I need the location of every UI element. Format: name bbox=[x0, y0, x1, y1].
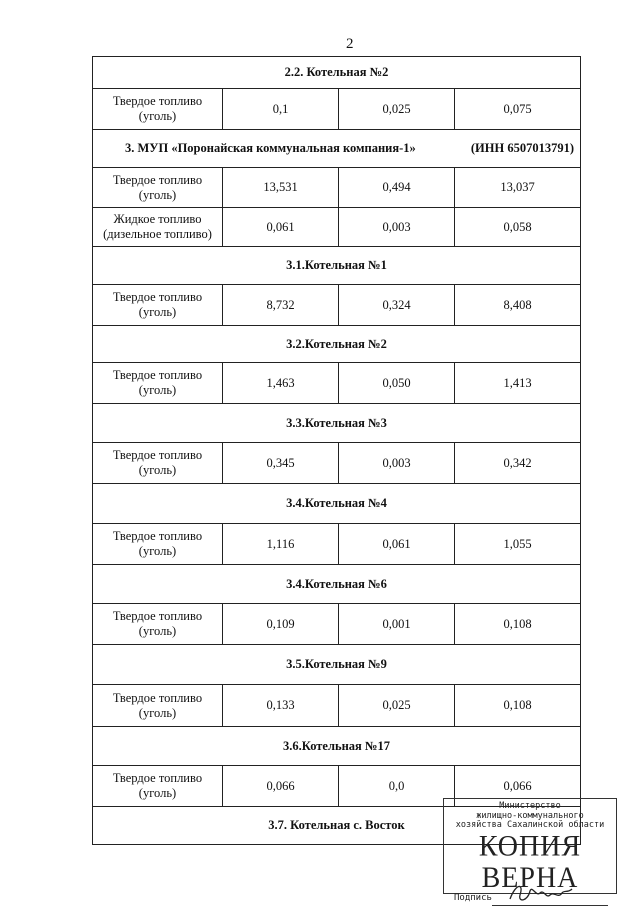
boiler-section-header bbox=[92, 645, 581, 685]
section-title: 3.2.Котельная №2 bbox=[286, 336, 387, 351]
table-row bbox=[92, 168, 581, 208]
section-title: 3.3.Котельная №3 bbox=[286, 415, 387, 430]
fuel-type-cell: Твердое топливо (уголь) bbox=[93, 604, 223, 644]
fuel-type-cell: Жидкое топливо (дизельное топливо) bbox=[93, 208, 223, 246]
value-cell-3: 0,066 bbox=[503, 778, 532, 793]
section-title: 3.4.Котельная №6 bbox=[286, 576, 387, 591]
value-cell-3: 0,108 bbox=[503, 698, 532, 712]
value-cell-2: 0,001 bbox=[339, 604, 455, 644]
value-cell-1: 0,133 bbox=[223, 685, 339, 726]
value-cell-3: 0,108 bbox=[503, 616, 532, 631]
boiler-section-header bbox=[92, 247, 581, 285]
fuel-type-cell: Твердое топливо (уголь) bbox=[93, 443, 223, 483]
value-cell-2: 0,003 bbox=[339, 208, 455, 246]
stamp-copy-verified: КОПИЯ ВЕРНА bbox=[478, 829, 582, 894]
value-cell-1: 13,531 bbox=[223, 168, 339, 207]
value-cell-2: 0,025 bbox=[339, 685, 455, 726]
value-cell-1: 0,109 bbox=[223, 604, 339, 644]
fuel-type-cell: Твердое топливо (уголь) bbox=[93, 363, 223, 403]
value-cell-3: 0,075 bbox=[503, 101, 532, 116]
handwritten-signature bbox=[506, 881, 576, 907]
fuel-type-cell: Твердое топливо (уголь) bbox=[93, 285, 223, 325]
organization-header bbox=[92, 130, 581, 168]
certified-copy-stamp bbox=[443, 798, 617, 903]
stamp-line-housing: жилищно-коммунального bbox=[476, 810, 584, 821]
value-cell-3: 8,408 bbox=[503, 297, 532, 312]
value-cell-2: 0,003 bbox=[339, 443, 455, 483]
section-title: 3. МУП «Поронайская коммунальная компания-1» bbox=[125, 141, 416, 155]
section-title: 3.6.Котельная №17 bbox=[283, 738, 390, 753]
value-cell-1: 0,066 bbox=[223, 766, 339, 806]
section-title: 3.5.Котельная №9 bbox=[286, 657, 387, 671]
boiler-section-header bbox=[92, 565, 581, 604]
boiler-section-header bbox=[92, 404, 581, 443]
value-cell-2: 0,494 bbox=[339, 168, 455, 207]
value-cell-1: 0,1 bbox=[223, 89, 339, 129]
organization-inn: (ИНН 6507013791) bbox=[470, 141, 574, 155]
section-title: 3.7. Котельная с. Восток bbox=[268, 818, 405, 832]
fuel-type-cell: Твердое топливо (уголь) bbox=[93, 168, 223, 207]
value-cell-3: 1,055 bbox=[503, 536, 532, 551]
table-row bbox=[92, 443, 581, 484]
value-cell-3: 0,342 bbox=[503, 455, 532, 470]
value-cell-3: 1,413 bbox=[503, 375, 532, 390]
fuel-type-cell: Твердое топливо (уголь) bbox=[93, 524, 223, 564]
stamp-signature-label: Подпись bbox=[454, 892, 492, 903]
stamp-line-region: хозяйства Сахалинской области bbox=[455, 820, 605, 830]
section-title: 3.4.Котельная №4 bbox=[286, 496, 387, 510]
section-title: 2.2. Котельная №2 bbox=[284, 65, 389, 79]
table-row bbox=[92, 685, 581, 727]
value-cell-1: 8,732 bbox=[223, 285, 339, 325]
value-cell-2: 0,324 bbox=[339, 285, 455, 325]
value-cell-1: 0,345 bbox=[223, 443, 339, 483]
page-number: 2 bbox=[346, 36, 354, 52]
stamp-signature-row bbox=[444, 893, 616, 903]
table-row bbox=[92, 89, 581, 130]
fuel-type-cell: Твердое топливо (уголь) bbox=[93, 89, 223, 129]
boiler-section-header bbox=[92, 484, 581, 524]
section-title: 3.1.Котельная №1 bbox=[286, 258, 387, 272]
boiler-section-header bbox=[92, 727, 581, 766]
stamp-line-ministry: Министерство bbox=[499, 801, 561, 811]
fuel-table bbox=[92, 56, 581, 845]
value-cell-1: 1,116 bbox=[223, 524, 339, 564]
boiler-section-header bbox=[92, 56, 581, 89]
fuel-type-cell: Твердое топливо (уголь) bbox=[93, 685, 223, 726]
table-row bbox=[92, 604, 581, 645]
table-row bbox=[92, 285, 581, 326]
value-cell-2: 0,050 bbox=[339, 363, 455, 403]
table-row bbox=[92, 524, 581, 565]
boiler-section-header bbox=[92, 326, 581, 363]
table-row bbox=[92, 363, 581, 404]
value-cell-1: 0,061 bbox=[223, 208, 339, 246]
value-cell-2: 0,0 bbox=[339, 766, 455, 806]
value-cell-2: 0,025 bbox=[339, 89, 455, 129]
value-cell-1: 1,463 bbox=[223, 363, 339, 403]
table-row bbox=[92, 208, 581, 247]
value-cell-3: 13,037 bbox=[500, 180, 535, 194]
value-cell-2: 0,061 bbox=[339, 524, 455, 564]
value-cell-3: 0,058 bbox=[503, 219, 532, 234]
fuel-type-cell: Твердое топливо (уголь) bbox=[93, 766, 223, 806]
